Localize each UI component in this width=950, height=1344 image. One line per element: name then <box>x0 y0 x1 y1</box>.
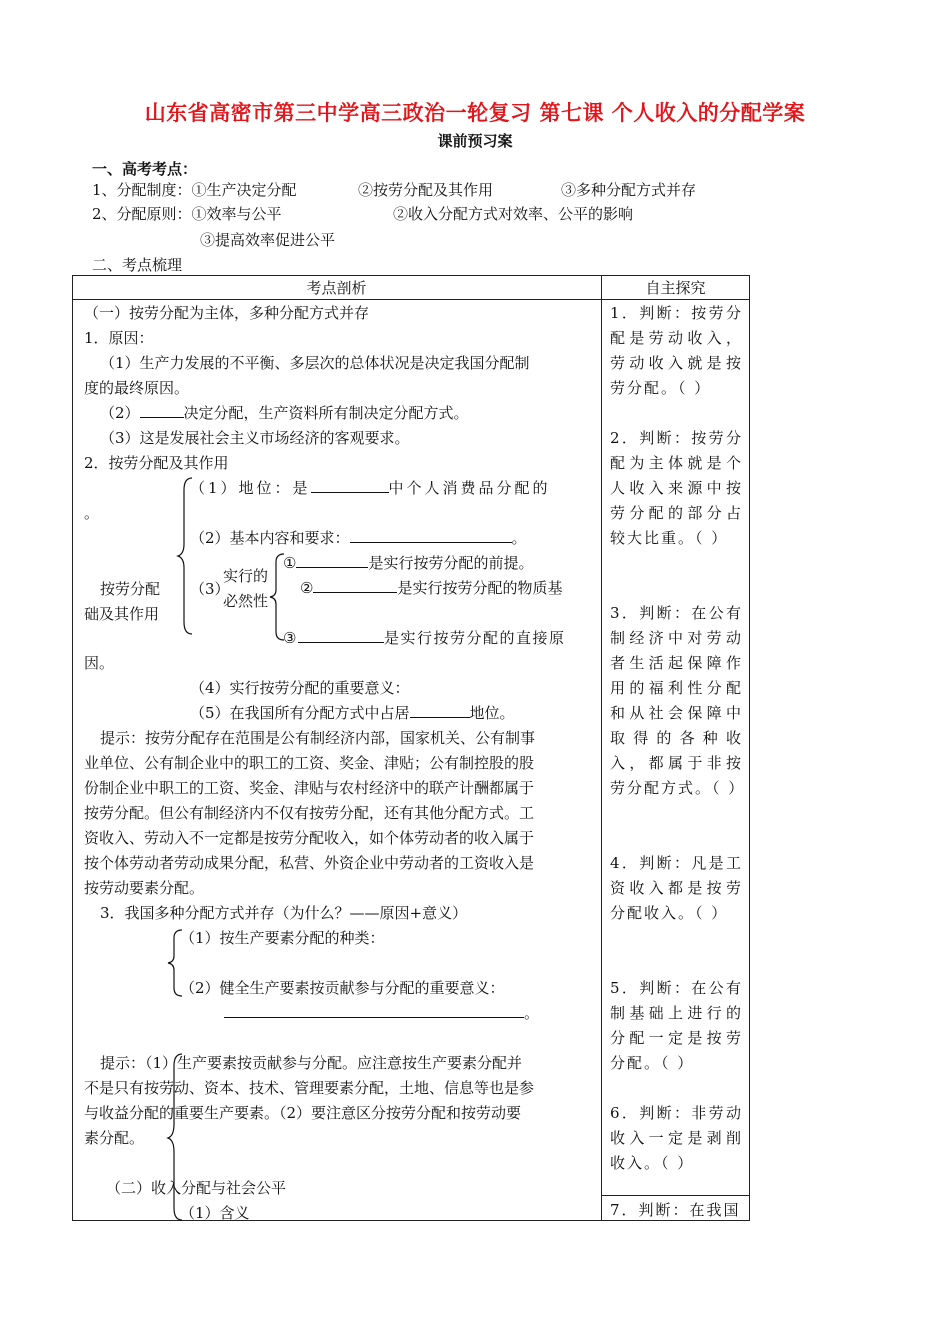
left-line: （1）生产力发展的不平衡、多层次的总体状况是决定我国分配制 <box>100 354 530 372</box>
section-1-line-2a: 2、分配原则：①效率与公平 <box>92 205 282 223</box>
fill-blank[interactable] <box>311 478 389 493</box>
left-line: 1．原因： <box>84 329 154 347</box>
left-line: 按个体劳动者劳动成果分配，私营、外资企业中劳动者的工资收入是 <box>84 854 535 872</box>
section-1-heading: 一、高考考点： <box>92 160 198 178</box>
left-line: 2．按劳分配及其作用 <box>84 454 229 472</box>
left-line: （3） <box>190 580 230 598</box>
left-line: 不是只有按劳动、资本、技术、管理要素分配，土地、信息等也是参 <box>84 1079 535 1097</box>
left-line-rest: 决定分配，生产资料所有制决定分配方式。 <box>183 404 469 422</box>
left-line: 提示：（1）生产要素按贡献参与分配。应注意按生产要素分配并 <box>100 1054 523 1072</box>
section-1-line-2b: ②收入分配方式对效率、公平的影响 <box>393 205 634 223</box>
left-line-rest: 地位。 <box>469 704 515 722</box>
left-line-prefix: （1）地位：是 <box>190 479 311 497</box>
left-line-prefix: （2） <box>100 404 140 422</box>
fill-blank[interactable] <box>140 403 184 418</box>
left-line: 。 <box>84 504 100 522</box>
left-line-rest: 是实行按劳分配的物质基 <box>397 579 563 597</box>
left-line-rest: 。 <box>524 1004 540 1022</box>
left-line-rest: 中个人消费品分配的 <box>388 479 551 497</box>
left-line <box>283 551 533 576</box>
question-4: 4．判断：凡是工资收入都是按劳分配收入。（ ） <box>610 854 743 922</box>
left-line <box>190 526 527 551</box>
left-line <box>190 476 551 501</box>
section-1-line-1a: 1、分配制度：①生产决定分配 <box>92 181 297 199</box>
left-line <box>224 1001 539 1026</box>
table-right-rule <box>601 1195 750 1196</box>
left-line: 与收益分配的重要生产要素。（2）要注意区分按劳分配和按劳动要 <box>84 1104 522 1122</box>
left-line: （1）按生产要素分配的种类： <box>180 929 385 947</box>
table-header-rule <box>72 299 750 300</box>
left-line: 按劳分配 <box>100 580 161 598</box>
document-title: 山东省高密市第三中学高三政治一轮复习 第七课 个人收入的分配学案 <box>144 100 806 125</box>
left-line-prefix: ① <box>283 554 297 572</box>
left-line: 素分配。 <box>84 1129 145 1147</box>
left-line: 按劳分配。但公有制经济内不仅有按劳分配，还有其他分配方式。工 <box>84 804 535 822</box>
section-2-heading: 二、考点梳理 <box>92 256 183 274</box>
left-line: 础及其作用 <box>84 605 160 623</box>
fill-blank[interactable] <box>313 578 397 593</box>
fill-blank[interactable] <box>298 628 384 643</box>
left-line: 必然性 <box>223 592 269 610</box>
left-line: （一）按劳分配为主体，多种分配方式并存 <box>84 304 370 322</box>
left-line: （2）健全生产要素按贡献参与分配的重要意义： <box>180 979 505 997</box>
question-7: 7．判断：在我国 <box>610 1201 741 1219</box>
left-line <box>283 626 565 651</box>
fill-blank[interactable] <box>350 528 512 543</box>
fill-blank[interactable] <box>410 703 470 718</box>
left-line: 份制企业中职工的工资、奖金、津贴与农村经济中的联产计酬都属于 <box>84 779 535 797</box>
left-line: 实行的 <box>223 567 269 585</box>
left-line-rest: 是实行按劳分配的直接原 <box>383 629 566 647</box>
left-line: 度的最终原因。 <box>84 379 190 397</box>
left-line-rest: 是实行按劳分配的前提。 <box>368 554 534 572</box>
table-header-col2: 自主探究 <box>645 279 706 297</box>
left-line <box>190 701 515 726</box>
left-line-prefix: （5）在我国所有分配方式中占居 <box>190 704 410 722</box>
section-1-line-3: ③提高效率促进公平 <box>200 231 336 249</box>
left-line-rest: 。 <box>511 529 527 547</box>
left-line: 资收入、劳动入不一定都是按劳分配收入，如个体劳动者的收入属于 <box>84 829 535 847</box>
left-line: （1）含义 <box>180 1204 250 1222</box>
fill-blank[interactable] <box>224 1003 524 1018</box>
left-line-prefix: ③ <box>283 629 298 647</box>
section-1-line-1b: ②按劳分配及其作用 <box>358 181 494 199</box>
left-line: 按劳动要素分配。 <box>84 879 205 897</box>
section-1-line-1c: ③多种分配方式并存 <box>561 181 697 199</box>
left-line: 3．我国多种分配方式并存（为什么？——原因+意义） <box>100 904 468 922</box>
left-line-prefix: ② <box>300 579 314 597</box>
left-line: （3）这是发展社会主义市场经济的客观要求。 <box>100 429 410 447</box>
left-line: 提示：按劳分配存在范围是公有制经济内部，国家机关、公有制事 <box>100 729 536 747</box>
left-line-prefix: （2）基本内容和要求： <box>190 529 350 547</box>
document-subtitle: 课前预习案 <box>437 132 513 150</box>
left-line <box>100 401 469 426</box>
fill-blank[interactable] <box>296 553 368 568</box>
question-1: 1．判断：按劳分配是劳动收入，劳动收入就是按劳分配。（ ） <box>610 304 743 397</box>
left-line: 因。 <box>84 654 115 672</box>
table-column-divider <box>601 275 602 1221</box>
question-3: 3．判断：在公有制经济中对劳动者生活起保障作用的福利性分配和从社会保障中取得的各种收入，都属于非按劳分配方式。（ ） <box>610 604 746 797</box>
question-6: 6．判断：非劳动收入一定是剥削收入。（ ） <box>610 1104 743 1172</box>
left-line: 业单位、公有制企业中的职工的工资、奖金、津贴；公有制控股的股 <box>84 754 535 772</box>
table-header-col1: 考点剖析 <box>306 279 367 297</box>
question-2: 2．判断：按劳分配为主体就是个人收入来源中按劳分配的部分占较大比重。（ ） <box>610 429 743 547</box>
left-line <box>300 576 562 601</box>
left-line: （4）实行按劳分配的重要意义： <box>190 679 410 697</box>
question-5: 5．判断：在公有制基础上进行的分配一定是按劳分配。（ ） <box>610 979 743 1072</box>
left-line: （二）收入分配与社会公平 <box>106 1179 287 1197</box>
